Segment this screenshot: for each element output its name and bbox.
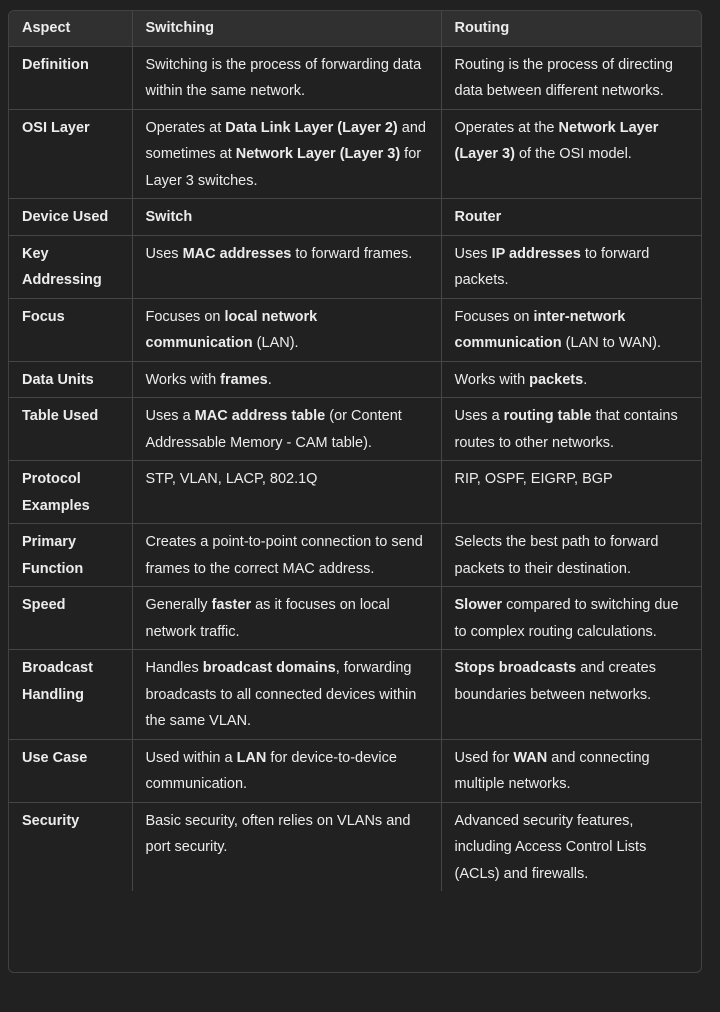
- cell-text: for device-to-device communication.: [145, 749, 397, 792]
- cell-text: (LAN).: [252, 335, 299, 351]
- table-row: [9, 587, 701, 650]
- cell-routing: [441, 650, 701, 740]
- cell-routing: [441, 199, 701, 236]
- cell-text: (or Content Addressable Memory - CAM table).: [145, 408, 402, 451]
- table-body: [9, 46, 701, 891]
- cell-text-bold: Data Link Layer (Layer 2): [225, 119, 398, 136]
- cell-text: .: [583, 371, 588, 388]
- table-row: [9, 650, 701, 740]
- cell-aspect: Broadcast Handling: [9, 650, 132, 740]
- cell-text: Operates at the: [454, 119, 559, 136]
- cell-aspect: Table Used: [9, 398, 132, 461]
- cell-text-bold: MAC address table: [194, 408, 326, 424]
- cell-aspect: Use Case: [9, 739, 132, 802]
- cell-aspect: Key Addressing: [9, 235, 132, 298]
- cell-switching: [132, 461, 441, 524]
- cell-switching: [132, 524, 441, 587]
- cell-text: Works with: [454, 371, 530, 388]
- table-row: [9, 361, 701, 398]
- cell-text: RIP, OSPF, EIGRP, BGP: [454, 471, 613, 487]
- table-row: [9, 109, 701, 199]
- cell-text-bold: frames: [220, 371, 268, 388]
- cell-text: Uses a: [145, 408, 195, 424]
- cell-switching: [132, 650, 441, 740]
- cell-aspect: Data Units: [9, 361, 132, 398]
- cell-text: compared to switching due to complex routing calculations.: [454, 597, 679, 640]
- cell-text: Uses: [454, 245, 492, 262]
- header-aspect: Aspect: [9, 11, 132, 46]
- cell-switching: [132, 235, 441, 298]
- cell-text-bold: Network Layer (Layer 3): [454, 119, 659, 162]
- cell-text: Used within a: [145, 749, 237, 766]
- cell-text: Advanced security features, including Access Control Lists (ACLs) and firewalls.: [454, 812, 647, 882]
- cell-switching: [132, 739, 441, 802]
- comparison-table: [9, 11, 701, 891]
- cell-aspect: Protocol Examples: [9, 461, 132, 524]
- cell-aspect: Definition: [22, 56, 89, 73]
- cell-text: and connecting multiple networks.: [454, 749, 650, 792]
- cell-switching: [132, 802, 441, 891]
- table-row: [9, 461, 701, 524]
- table-row: [9, 235, 701, 298]
- cell-text: that contains routes to other networks.: [454, 408, 678, 451]
- table-row: [9, 398, 701, 461]
- cell-text: Switching is the process of forwarding data within the same network.: [145, 56, 422, 99]
- cell-routing: [441, 398, 701, 461]
- cell-aspect: Primary Function: [9, 524, 132, 587]
- table-row: [9, 46, 701, 109]
- cell-text-bold: faster: [211, 597, 252, 613]
- cell-text: as it focuses on local network traffic.: [145, 597, 390, 640]
- cell-text-bold: IP addresses: [491, 245, 581, 262]
- cell-text: (LAN to WAN).: [561, 335, 662, 351]
- cell-text-bold: LAN: [236, 749, 267, 766]
- cell-text: Uses a: [454, 408, 504, 424]
- cell-switching: [132, 298, 441, 361]
- cell-aspect: Speed: [9, 587, 132, 650]
- cell-text: and creates boundaries between networks.: [454, 660, 656, 703]
- cell-switching: [132, 398, 441, 461]
- table-row: [9, 524, 701, 587]
- cell-text-bold: Slower: [454, 597, 503, 613]
- cell-switching: [132, 361, 441, 398]
- cell-text: Used for: [454, 749, 514, 766]
- cell-aspect: Device Used: [9, 199, 132, 236]
- cell-text: to forward packets.: [454, 245, 650, 288]
- cell-text: Generally: [145, 597, 212, 613]
- cell-text-bold: Stops broadcasts: [454, 660, 577, 676]
- cell-text: .: [267, 371, 272, 388]
- cell-text: Uses: [145, 245, 183, 262]
- cell-text-bold: Router: [454, 209, 502, 225]
- header-routing: Routing: [441, 11, 701, 46]
- cell-text-bold: Network Layer (Layer 3): [235, 146, 401, 162]
- cell-text: to forward frames.: [291, 245, 413, 262]
- cell-aspect: Security: [9, 802, 132, 891]
- cell-text: Handles: [145, 660, 203, 676]
- cell-text-bold: WAN: [513, 749, 548, 766]
- cell-text: Selects the best path to forward packets to their destination.: [454, 534, 659, 577]
- comparison-table-container: [8, 10, 702, 973]
- cell-routing: [441, 46, 701, 109]
- cell-text-bold: broadcast domains: [202, 660, 336, 676]
- table-row: [9, 298, 701, 361]
- cell-routing: [441, 587, 701, 650]
- cell-text: Operates at: [145, 119, 226, 136]
- cell-switching: [132, 199, 441, 236]
- cell-routing: [441, 461, 701, 524]
- table-row: [9, 739, 701, 802]
- cell-routing: [441, 802, 701, 891]
- cell-text: Works with: [145, 371, 221, 388]
- cell-aspect: OSI Layer: [9, 109, 132, 199]
- cell-text-bold: inter-network communication: [454, 308, 626, 351]
- cell-text: Basic security, often relies on VLANs and port security.: [145, 812, 411, 855]
- table-row: [9, 199, 701, 236]
- cell-text-bold: Switch: [145, 209, 193, 225]
- cell-switching: [132, 46, 441, 109]
- cell-text: STP, VLAN, LACP, 802.1Q: [145, 471, 318, 487]
- cell-text-bold: routing table: [503, 408, 592, 424]
- cell-text: Focuses on: [145, 308, 225, 325]
- cell-routing: [441, 361, 701, 398]
- cell-text: Focuses on: [454, 308, 534, 325]
- cell-text-bold: local network communication: [145, 308, 318, 351]
- cell-text: and sometimes at: [145, 119, 426, 162]
- cell-text: Creates a point-to-point connection to send frames to the correct MAC address.: [145, 534, 423, 577]
- cell-aspect: Focus: [9, 298, 132, 361]
- cell-switching: [132, 109, 441, 199]
- table-row: [9, 802, 701, 891]
- cell-text: of the OSI model.: [514, 146, 632, 162]
- cell-text: Routing is the process of directing data between different networks.: [454, 56, 673, 99]
- cell-text-bold: packets: [529, 371, 584, 388]
- cell-routing: [441, 524, 701, 587]
- cell-routing: [441, 235, 701, 298]
- cell-routing: [441, 298, 701, 361]
- table-header: [9, 11, 701, 46]
- header-row: [9, 11, 701, 46]
- cell-routing: [441, 739, 701, 802]
- cell-text: for Layer 3 switches.: [145, 146, 422, 189]
- cell-routing: [441, 109, 701, 199]
- cell-text: , forwarding broadcasts to all connected devices within the same VLAN.: [145, 660, 417, 729]
- cell-switching: [132, 587, 441, 650]
- header-switching: Switching: [132, 11, 441, 46]
- cell-text-bold: MAC addresses: [182, 245, 292, 262]
